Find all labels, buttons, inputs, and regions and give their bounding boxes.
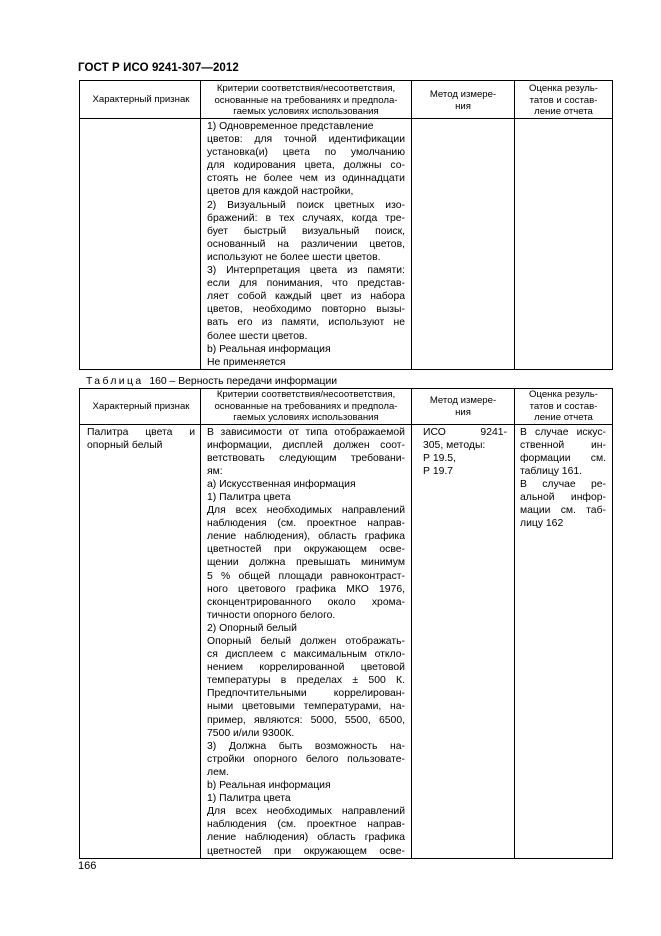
report-text bbox=[520, 426, 606, 531]
text-line: В зависимости от типа отображаемой bbox=[207, 426, 405, 438]
col-header-method bbox=[412, 81, 515, 119]
col-header-feature bbox=[80, 389, 201, 425]
col-header-feature-text: Характерный признак bbox=[92, 93, 190, 105]
text-line: лицу 162 bbox=[520, 518, 564, 530]
col-header-method bbox=[412, 389, 515, 425]
header-line: гаемых условиях использования bbox=[233, 106, 379, 117]
text-line: 3) Должна быть возможность на- bbox=[207, 740, 405, 752]
table-header-row bbox=[80, 389, 613, 425]
page-number: 166 bbox=[78, 860, 97, 872]
text-line: В случае искус- bbox=[520, 426, 606, 438]
text-line: наблюдения (см. проектное направ- bbox=[207, 819, 405, 831]
text-line: формации см. bbox=[520, 452, 606, 464]
text-line: сконцентрированного около хрома- bbox=[207, 596, 405, 608]
feature-text bbox=[87, 426, 195, 452]
col-header-report bbox=[515, 389, 613, 425]
text-line: Для всех необходимых направлений bbox=[207, 806, 405, 818]
text-line: цветов, необходимо повторно вызы- bbox=[207, 304, 405, 316]
text-line: щении должна превышать минимум bbox=[207, 557, 405, 569]
text-line: Для всех необходимых направлений bbox=[207, 505, 405, 517]
text-line: b) Реальная информация bbox=[207, 780, 331, 792]
table-160 bbox=[79, 388, 613, 859]
col-header-feature bbox=[80, 81, 201, 119]
header-line: Оценка резуль- bbox=[528, 83, 599, 94]
text-line: установка(и) цвета по умолчанию bbox=[207, 147, 405, 159]
text-line: Предпочтительными коррелирован- bbox=[207, 688, 405, 700]
text-line: ление наблюдения), область графика bbox=[207, 531, 405, 543]
text-line: лем. bbox=[207, 766, 229, 778]
header-line: Метод измере- bbox=[429, 89, 497, 100]
text-line: нением коррелированной цветовой bbox=[207, 662, 405, 674]
feature-cell bbox=[80, 424, 201, 858]
text-line: ИСО 9241- bbox=[423, 426, 507, 438]
text-line: опорный белый bbox=[87, 439, 163, 451]
text-line: 2) Визуальный поиск цветных изо- bbox=[207, 199, 405, 211]
text-line: 1) Одновременное представление bbox=[207, 121, 374, 132]
text-line: используют не более шести цветов. bbox=[207, 251, 381, 263]
text-line: 1) Палитра цвета bbox=[207, 491, 291, 503]
text-line: ственной ин- bbox=[520, 439, 606, 451]
text-line: пример, являются: 5000, 5500, 6500, bbox=[207, 714, 405, 726]
text-line: стоять не более чем из одиннадцати bbox=[207, 173, 405, 185]
document-header: ГОСТ Р ИСО 9241-307—2012 bbox=[78, 62, 239, 74]
header-line: татов и состав- bbox=[529, 94, 598, 106]
text-line: температуры в пределах ± 500 К. bbox=[207, 675, 405, 687]
col-header-criteria bbox=[201, 81, 412, 119]
text-line: основанный на различении цветов, bbox=[207, 238, 405, 250]
method-cell bbox=[412, 424, 515, 858]
table-caption bbox=[86, 376, 337, 387]
text-line: b) Реальная информация bbox=[207, 343, 331, 355]
report-cell bbox=[515, 424, 613, 858]
text-line: ветствовать следующим требовани- bbox=[207, 452, 405, 464]
text-line: стройки опорного белого пользовате- bbox=[207, 753, 405, 765]
header-line: ление отчета bbox=[534, 106, 593, 117]
text-line: 305, методы: bbox=[423, 439, 486, 451]
text-line: 2) Опорный белый bbox=[207, 622, 297, 634]
text-line: цветностей при окружающем осве- bbox=[207, 544, 405, 556]
table-row bbox=[80, 424, 613, 858]
header-line: ния bbox=[455, 406, 471, 418]
header-line: Критерии соответствия/несоответствия, bbox=[216, 83, 396, 94]
col-header-criteria bbox=[201, 389, 412, 425]
text-line: для кодирования цвета, должны со- bbox=[207, 160, 405, 172]
text-line: бует быстрый визуальный поиск, bbox=[207, 225, 405, 237]
text-line: ся дисплеем с максимальным откло- bbox=[207, 649, 405, 661]
col-header-feature-text: Характерный признак bbox=[92, 400, 190, 412]
criteria-cell bbox=[201, 424, 412, 858]
text-line: 1) Палитра цвета bbox=[207, 793, 291, 805]
text-line: Палитра цвета и bbox=[87, 426, 195, 438]
text-line: Не применяется bbox=[207, 356, 286, 368]
text-line: ляет собой каждый цвет из набора bbox=[207, 291, 405, 303]
text-line: Р 19.7 bbox=[423, 465, 454, 477]
table-continuation bbox=[79, 80, 613, 370]
table-caption-prefix: Таблица bbox=[86, 376, 144, 387]
header-line: гаемых условиях использования bbox=[233, 412, 379, 423]
method-cell-empty bbox=[412, 119, 515, 370]
text-line: ление наблюдения) область графика bbox=[207, 832, 405, 844]
text-line: информации, дисплей должен соот- bbox=[207, 439, 405, 451]
text-line: цветностей при окружающем осве- bbox=[207, 845, 405, 857]
table-header-row bbox=[80, 81, 613, 119]
text-line: Р 19.5, bbox=[423, 452, 456, 464]
text-line: тичности опорного белого. bbox=[207, 609, 336, 621]
text-line: ям: bbox=[207, 465, 223, 477]
col-header-report bbox=[515, 81, 613, 119]
header-line: ния bbox=[455, 100, 471, 112]
header-line: Метод измере- bbox=[429, 395, 497, 406]
header-line: Оценка резуль- bbox=[528, 389, 599, 400]
criteria-text bbox=[207, 120, 405, 369]
text-line: таблицу 161. bbox=[520, 465, 583, 477]
criteria-text bbox=[207, 426, 405, 858]
text-line: 5 % общей площади равноконтраст- bbox=[207, 570, 405, 582]
text-line: В случае ре- bbox=[520, 478, 606, 490]
text-line: вать его из памяти, используют не bbox=[207, 317, 405, 329]
header-line: основанные на требованиях и предпола- bbox=[214, 94, 398, 106]
header-line: татов и состав- bbox=[529, 400, 598, 412]
text-line: ными цветовыми температурами, на- bbox=[207, 701, 405, 713]
text-line: цветов для каждой настройки, bbox=[207, 186, 354, 198]
text-line: более шести цветов. bbox=[207, 330, 308, 342]
text-line: если для понимания, что представ- bbox=[207, 278, 405, 290]
criteria-cell bbox=[201, 119, 412, 370]
method-text bbox=[423, 426, 507, 478]
text-line: ного цветового графика МКО 1976, bbox=[207, 583, 405, 595]
feature-cell-empty bbox=[80, 119, 201, 370]
header-line: основанные на требованиях и предпола- bbox=[214, 400, 398, 412]
text-line: бражений: в тех случаях, когда тре- bbox=[207, 212, 405, 224]
text-line: цветов: для точной идентификации bbox=[207, 134, 405, 146]
header-line: ление отчета bbox=[534, 412, 593, 423]
table-row bbox=[80, 119, 613, 370]
text-line: a) Искусственная информация bbox=[207, 478, 356, 490]
text-line: альной инфор- bbox=[520, 491, 606, 503]
table-caption-text: 160 – Верность передачи информации bbox=[143, 376, 338, 387]
text-line: наблюдения (см. проектное направ- bbox=[207, 518, 405, 530]
text-line: 3) Интерпретация цвета из памяти: bbox=[207, 265, 405, 277]
text-line: мации см. таб- bbox=[520, 505, 606, 517]
text-line: 7500 и/или 9300К. bbox=[207, 727, 295, 739]
text-line: Опорный белый должен отображать- bbox=[207, 636, 405, 647]
report-cell-empty bbox=[515, 119, 613, 370]
header-line: Критерии соответствия/несоответствия, bbox=[216, 389, 396, 400]
